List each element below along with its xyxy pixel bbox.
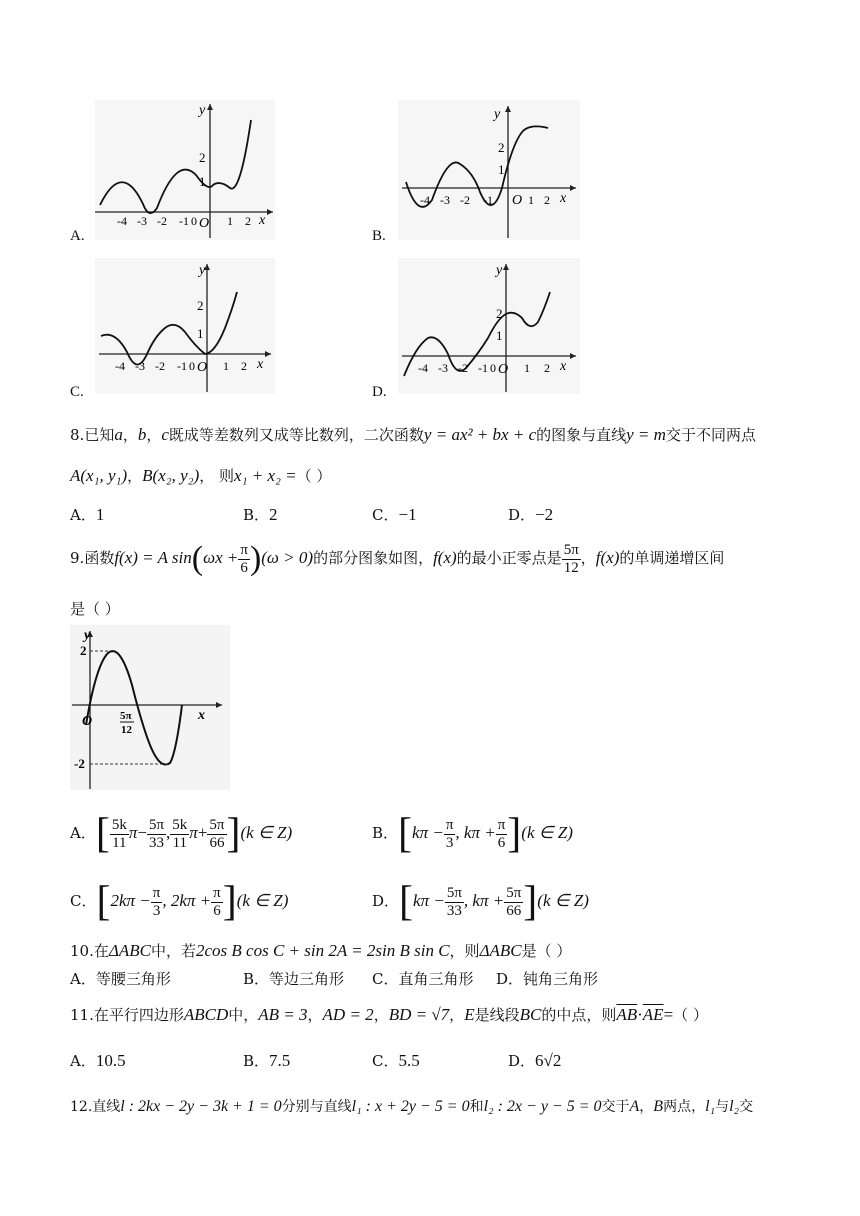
q11-dot: · <box>637 1005 643 1024</box>
q7d-x-tick: -3 <box>438 361 448 375</box>
q7a-x-tick: -3 <box>137 214 147 228</box>
q10-text: 中，若 <box>150 942 196 960</box>
q9-pi-over-6 <box>238 542 250 577</box>
q9-y-label: y <box>84 628 91 643</box>
q9-max-label: 2 <box>80 643 87 658</box>
q7c-x-tick: -3 <box>135 359 145 373</box>
q9-fx: f(x) <box>595 548 620 567</box>
expr: , kπ + <box>455 823 496 842</box>
q7b-x-tick: -1 <box>483 193 493 207</box>
q11-option-a[interactable] <box>70 1050 126 1071</box>
q10-equation: 2cos B cos C + sin 2A = 2sin B sin C <box>195 941 450 960</box>
bracket-open: [ <box>96 879 111 925</box>
q9-x-label: x <box>198 708 205 723</box>
q8-option-d[interactable] <box>508 504 553 525</box>
q11-ab: AB = 3 <box>258 1005 308 1024</box>
q12-l2: l₂ <box>729 1098 740 1115</box>
frac <box>444 817 456 852</box>
q7a-x-tick: 0 <box>191 214 197 228</box>
q7b-tick-1: 1 <box>498 162 505 177</box>
bracket-close: ] <box>226 811 241 857</box>
q9-func: f(x) = A sin <box>114 548 192 567</box>
q7a-x-label: x <box>259 213 266 228</box>
q7d-x-tick: 1 <box>524 361 530 375</box>
q7c-x-tick: -1 <box>177 359 187 373</box>
q8-point-a: A(x₁, y₁) <box>70 466 128 485</box>
frac-num: π <box>152 884 161 901</box>
frac-den: 11 <box>112 834 127 851</box>
q11-text: 是线段 <box>474 1006 520 1024</box>
q12-text: 与 <box>715 1099 730 1115</box>
q9-option-c-label: C． <box>70 892 97 910</box>
frac-num: 5k <box>111 816 127 833</box>
q12-text: 分别与直线 <box>281 1099 352 1115</box>
q7d-x-tick: -1 <box>478 361 488 375</box>
bracket-open: [ <box>398 811 413 857</box>
q7-option-a-label[interactable]: A. <box>70 228 85 244</box>
q9-option-a[interactable] <box>70 808 292 859</box>
frac-den: 3 <box>445 834 454 851</box>
frac-num: 5π <box>506 884 522 901</box>
q9-fx: f(x) <box>433 548 457 567</box>
q11-stem <box>70 1004 708 1025</box>
q7b-x-tick: -4 <box>420 193 430 207</box>
q12-text: 交于 <box>601 1099 630 1115</box>
q7b-y-label: y <box>494 107 501 122</box>
frac-den: 11 <box>172 834 188 851</box>
q11-text: 中， <box>228 1006 259 1024</box>
q7c-x-tick: -2 <box>155 359 165 373</box>
q7a-x-tick: 1 <box>227 214 233 228</box>
q10-option-c-label: C． <box>372 970 399 988</box>
q11-text: ， <box>449 1006 465 1024</box>
q7-option-c-graph <box>95 258 275 394</box>
q7b-x-tick: -2 <box>460 193 470 207</box>
q12-stem <box>70 1096 753 1116</box>
q10-stem <box>70 940 571 961</box>
frac <box>151 885 163 920</box>
q11-text: 在平行四边形 <box>93 1006 184 1024</box>
q7b-x-tick: -3 <box>440 193 450 207</box>
q12-l1: l₁ <box>705 1098 716 1115</box>
q10-triangle: ΔABC <box>479 941 522 960</box>
q7a-x-tick: -2 <box>157 214 167 228</box>
q9-stem-line2: 是（ ） <box>70 600 120 618</box>
minus: − <box>137 823 147 842</box>
q10-option-b-label: B． <box>243 970 270 988</box>
q10-option-d[interactable] <box>496 968 598 989</box>
q7a-x-tick: -4 <box>117 214 127 228</box>
q7d-origin: O <box>498 362 509 377</box>
q7d-x-tick: -2 <box>458 361 468 375</box>
frac-num: π <box>497 816 506 833</box>
q7a-y-label: y <box>199 103 206 118</box>
q7c-tick-2: 2 <box>197 298 204 313</box>
q12-line-l: l : 2kx − 2y − 3k + 1 = 0 <box>120 1098 282 1115</box>
q10-text: 是（ ） <box>521 942 572 960</box>
frac <box>170 817 189 852</box>
q8-option-c-value: −1 <box>398 505 417 524</box>
q11-option-a-value: 10.5 <box>95 1051 126 1070</box>
q10-number: 10. <box>70 942 94 960</box>
q7-option-a-graph <box>95 100 275 240</box>
q11-vector-ae: $\overline{AE}$ <box>642 1005 664 1024</box>
frac-den: 12 <box>563 559 579 576</box>
q9-inner: ωx + <box>203 548 239 567</box>
q8-option-b-label: B． <box>243 506 270 524</box>
q8-var-b: b <box>137 425 147 444</box>
frac <box>207 817 226 852</box>
bracket-open: [ <box>399 879 414 925</box>
q11-ad: AD = 2 <box>322 1005 374 1024</box>
q11-blank: （ ） <box>673 1006 708 1024</box>
frac <box>445 885 464 920</box>
q10-option-c-value: 直角三角形 <box>398 970 474 988</box>
q11-option-c-value: 5.5 <box>398 1051 420 1070</box>
q11-eq: = <box>663 1005 674 1024</box>
q8-option-c[interactable] <box>372 504 417 525</box>
frac <box>211 885 223 920</box>
q11-number: 11. <box>70 1006 94 1024</box>
frac-den: 66 <box>506 902 522 919</box>
q9-min-label: -2 <box>74 756 85 771</box>
q12-text: 直线 <box>92 1099 121 1115</box>
comma: , <box>166 823 171 842</box>
q9-paren-open: ( <box>191 540 204 577</box>
q11-option-d-label: D． <box>508 1052 536 1070</box>
q8-option-a[interactable] <box>70 504 104 525</box>
q9-text: 的最小正零点是 <box>456 549 562 567</box>
q8-text: 既成等差数列又成等比数列，二次函数 <box>168 426 424 444</box>
q10-option-c[interactable] <box>372 968 474 989</box>
frac-num: 5π <box>446 884 462 901</box>
q12-text: 交 <box>739 1099 754 1115</box>
q7a-tick-2: 2 <box>199 150 206 165</box>
frac-den: 33 <box>149 834 164 851</box>
frac-den: 66 <box>209 834 225 851</box>
expr: , kπ + <box>463 891 505 910</box>
q9-text: 的单调递增区间 <box>619 549 725 567</box>
bracket-open: [ <box>95 811 110 857</box>
q11-bd: BD = √7 <box>388 1005 450 1024</box>
q8-option-c-label: C． <box>372 506 399 524</box>
q12-number: 12. <box>70 1099 93 1115</box>
q8-text: 交于不同两点 <box>665 426 756 444</box>
frac-den: 6 <box>497 834 506 851</box>
q7-option-d-graph <box>398 258 580 394</box>
q11-text: ， <box>307 1006 323 1024</box>
q7-option-b-graph <box>398 100 580 240</box>
q8-sep: ， <box>122 426 138 444</box>
q9-origin: O <box>82 714 93 729</box>
q9-graph <box>70 625 230 790</box>
q7b-origin: O <box>512 193 523 208</box>
condition: (k ∈ Z) <box>537 891 589 910</box>
q9-number: 9. <box>70 549 85 567</box>
q11-e: E <box>464 1005 475 1024</box>
frac-num: 5π <box>563 541 579 558</box>
frac-den: 33 <box>446 902 462 919</box>
q9-paren-close: ) <box>249 540 262 577</box>
q8-point-b: B(x₂, y₂) <box>142 466 200 485</box>
q7-option-d-label[interactable]: D. <box>372 384 387 400</box>
q11-text: 的中点，则 <box>541 1006 617 1024</box>
bracket-close: ] <box>222 879 237 925</box>
q7b-x-label: x <box>560 191 567 206</box>
q8-option-a-value: 1 <box>95 505 105 524</box>
q10-text: 在 <box>93 942 109 960</box>
q7d-x-tick: -4 <box>418 361 428 375</box>
q12-line-l2: l₂ : 2x − y − 5 = 0 <box>483 1098 602 1115</box>
q11-option-b-label: B． <box>243 1052 270 1070</box>
q10-option-a-value: 等腰三角形 <box>95 970 171 988</box>
expr: , 2kπ + <box>162 891 212 910</box>
frac-den: 3 <box>152 902 161 919</box>
q12-line-l1: l₁ : x + 2y − 5 = 0 <box>351 1098 470 1115</box>
condition: (k ∈ Z) <box>521 823 573 842</box>
q8-text: 的图象与直线 <box>536 426 627 444</box>
q7d-x-label: x <box>560 359 567 374</box>
q7c-x-tick: 0 <box>189 359 195 373</box>
q10-text: ，则 <box>449 942 480 960</box>
q11-option-b-value: 7.5 <box>269 1051 291 1070</box>
q9-option-d-label: D． <box>372 892 400 910</box>
q9-option-b-label: B． <box>372 824 399 842</box>
q7d-x-tick: 0 <box>490 361 496 375</box>
q7c-x-tick: 2 <box>241 359 247 373</box>
q7-option-c-label[interactable]: C. <box>70 384 84 400</box>
q12-text: ， <box>639 1099 654 1115</box>
q9-stem-line1 <box>70 536 724 581</box>
condition: (k ∈ Z) <box>240 823 293 842</box>
expr: 2kπ − <box>110 891 151 910</box>
q11-option-c[interactable] <box>372 1050 420 1071</box>
q7c-origin: O <box>197 360 208 375</box>
bracket-close: ] <box>507 811 522 857</box>
q8-func: y = ax² + bx + c <box>423 425 537 444</box>
q7c-x-tick: 1 <box>223 359 229 373</box>
q7a-tick-1: 1 <box>199 174 206 189</box>
q7c-x-tick: -4 <box>115 359 125 373</box>
q9-option-c[interactable] <box>70 876 288 927</box>
q10-option-b[interactable] <box>243 968 344 989</box>
q10-option-d-value: 钝角三角形 <box>523 970 599 988</box>
frac <box>110 817 129 852</box>
q8-sep: ， <box>127 467 143 485</box>
q11-abcd: ABCD <box>183 1005 229 1024</box>
pi-symbol: π <box>189 823 198 842</box>
frac <box>496 817 508 852</box>
q8-option-d-label: D． <box>508 506 536 524</box>
q8-sep: ， <box>146 426 162 444</box>
q8-text: 已知 <box>84 426 115 444</box>
q12-point-a: A <box>629 1098 640 1115</box>
expr: kπ − <box>412 823 444 842</box>
q9-text: 函数 <box>84 549 115 567</box>
q11-vector-ab: $\overline{AB}$ <box>616 1005 638 1024</box>
frac-den: 6 <box>240 559 248 576</box>
q12-point-b: B <box>653 1098 664 1115</box>
frac-num: π <box>240 541 248 558</box>
q7d-tick-1: 1 <box>496 328 503 343</box>
q9-text: 的部分图象如图， <box>313 549 434 567</box>
bracket-close: ] <box>523 879 538 925</box>
q8-stem-line2 <box>70 465 331 486</box>
q7-option-b-label[interactable]: B. <box>372 228 386 244</box>
q9-text: ， <box>580 549 596 567</box>
q7b-x-tick: 2 <box>544 193 550 207</box>
q7c-tick-1: 1 <box>197 326 204 341</box>
q8-text: ， 则 <box>199 467 235 485</box>
q10-option-b-value: 等边三角形 <box>269 970 345 988</box>
frac-num: π <box>213 884 221 901</box>
q7a-x-tick: 2 <box>245 214 251 228</box>
q10-option-a[interactable] <box>70 968 171 989</box>
frac <box>504 885 523 920</box>
q10-option-d-label: D． <box>496 970 524 988</box>
q12-text: 两点， <box>663 1099 706 1115</box>
pi-symbol: π <box>128 823 138 842</box>
q9-option-d[interactable] <box>372 876 589 927</box>
q8-var-c: c <box>161 425 169 444</box>
q11-option-b[interactable] <box>243 1050 290 1071</box>
q9-zero <box>562 542 581 577</box>
q7d-x-tick: 2 <box>544 361 550 375</box>
q11-option-c-label: C． <box>372 1052 399 1070</box>
q8-blank: （ ） <box>296 467 332 485</box>
q11-option-d[interactable] <box>508 1050 561 1071</box>
expr: kπ − <box>413 891 445 910</box>
q8-stem-line1 <box>70 424 756 445</box>
q9-zero-num: 5π <box>120 710 132 722</box>
q8-line: y = m <box>626 425 666 444</box>
condition: (k ∈ Z) <box>236 891 289 910</box>
frac <box>147 817 166 852</box>
q8-var-a: a <box>114 425 123 444</box>
q12-text: 和 <box>469 1099 484 1115</box>
frac-den: 6 <box>213 902 221 919</box>
frac-num: 5π <box>148 816 165 833</box>
q7a-x-tick: -1 <box>179 214 189 228</box>
q7d-y-label: y <box>496 263 503 278</box>
q7b-tick-2: 2 <box>498 140 505 155</box>
q11-bc: BC <box>519 1005 542 1024</box>
q8-number: 8. <box>70 426 85 444</box>
frac-num: 5k <box>172 816 188 833</box>
plus: + <box>197 823 208 842</box>
frac-num: π <box>445 816 454 833</box>
q8-option-a-label: A． <box>70 506 96 524</box>
q10-triangle: ΔABC <box>108 941 151 960</box>
q11-option-a-label: A． <box>70 1052 96 1070</box>
q7b-x-tick: 1 <box>528 193 534 207</box>
frac-num: 5π <box>209 816 225 833</box>
q7a-origin: O <box>199 216 210 231</box>
q7c-x-label: x <box>257 357 264 372</box>
q10-option-a-label: A． <box>70 970 96 988</box>
q9-option-b[interactable] <box>372 808 573 859</box>
q8-option-b-value: 2 <box>269 505 278 524</box>
q11-option-d-value: 6√2 <box>535 1051 562 1070</box>
q9-cond: (ω > 0) <box>261 548 314 567</box>
q7d-tick-2: 2 <box>496 306 503 321</box>
q8-option-b[interactable] <box>243 504 278 525</box>
q9-zero-den: 12 <box>121 724 132 736</box>
q8-option-d-value: −2 <box>535 505 554 524</box>
q11-text: ， <box>373 1006 389 1024</box>
q7c-y-label: y <box>199 263 206 278</box>
q8-sum: x₁ + x₂ = <box>234 466 297 485</box>
q9-option-a-label: A． <box>70 824 96 842</box>
